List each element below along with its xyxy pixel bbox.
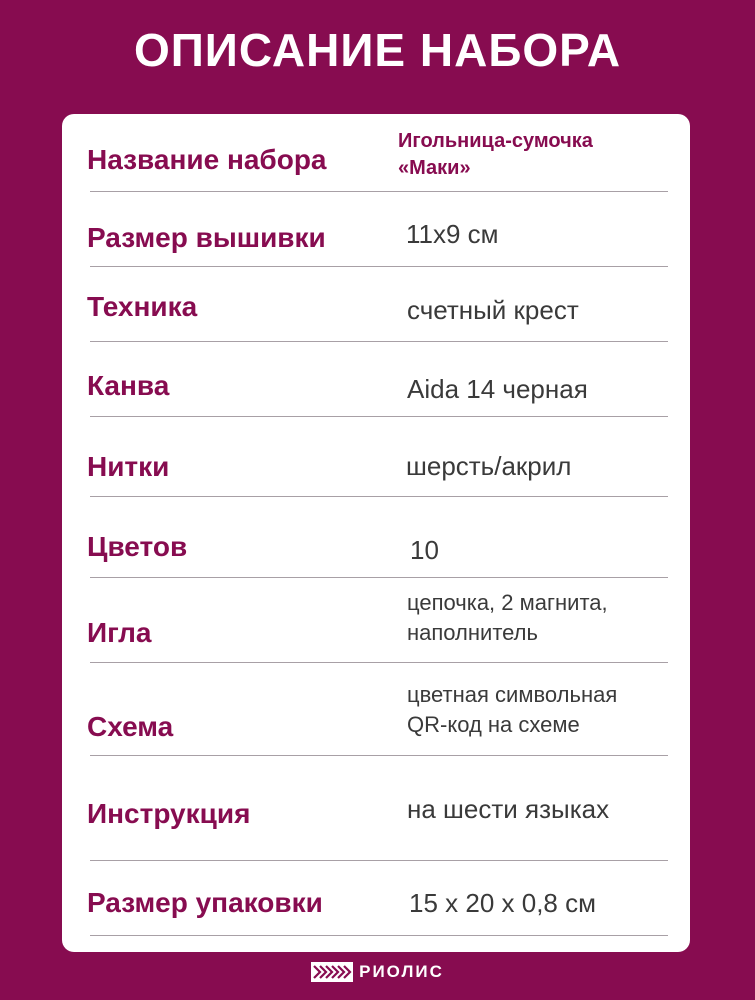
brand-footer [0,962,755,982]
row-threads [62,417,690,497]
row-value [407,680,617,740]
row-embroidery-size [62,192,690,267]
row-label: Размер упаковки [87,887,323,918]
row-kit-name [62,114,690,192]
row-chart [62,663,690,756]
row-label: Нитки [87,451,170,482]
row-label: Инструкция [87,798,251,829]
row-label: Схема [87,711,174,742]
divider [90,935,668,936]
row-colors [62,497,690,578]
row-instructions [62,756,690,861]
row-value-line1: цветная символьная [407,682,618,707]
row-value-line1: Игольница-сумочка [398,130,593,152]
row-technique [62,267,690,342]
row-label: Игла [87,617,152,648]
kit-description-card [62,114,690,952]
row-value [407,588,608,648]
row-label: Название набора [87,144,327,175]
row-value: 11x9 см [406,219,499,249]
row-value: 10 [410,535,439,565]
row-value: Aida 14 черная [407,374,588,404]
row-value-line2: «Маки» [398,157,471,179]
row-value [398,128,593,182]
row-label: Канва [87,370,170,401]
row-value: 15 x 20 x 0,8 см [409,888,596,918]
row-value: счетный крест [407,295,579,325]
row-label: Цветов [87,531,188,562]
row-value-line2: наполнитель [407,620,538,645]
riolis-logo-icon [311,962,353,982]
row-value: на шести языках [407,794,610,824]
page-title: ОПИСАНИЕ НАБОРА [133,24,622,76]
row-label: Техника [87,291,198,322]
brand-name: РИОЛИС [359,962,444,981]
row-value-line1: цепочка, 2 магнита, [407,590,608,615]
row-package-size [62,861,690,936]
row-label: Размер вышивки [87,222,326,253]
row-needle [62,578,690,663]
row-value: шерсть/акрил [406,451,572,481]
row-value-line2: QR-код на схеме [407,712,580,737]
row-canvas [62,342,690,417]
